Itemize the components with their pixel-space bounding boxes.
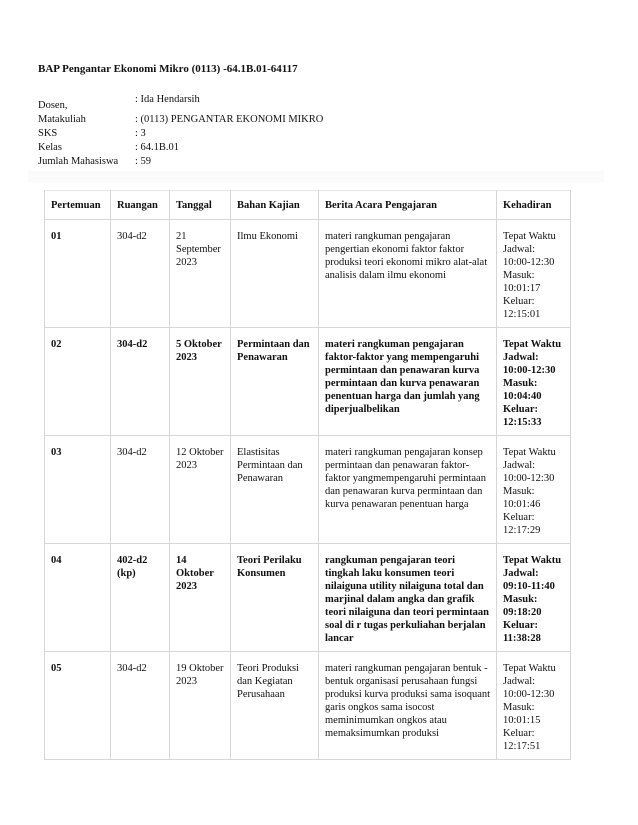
info-value: : 59 [135, 156, 152, 167]
info-value: : 3 [135, 128, 146, 139]
info-row-kelas [38, 141, 180, 155]
kehadiran-line: Tepat Waktu [503, 231, 556, 242]
cell-bahan-kajian: Teori Perilaku Konsumen [231, 544, 319, 652]
cell-tanggal: 19 Oktober 2023 [170, 652, 231, 760]
header-ruangan: Ruangan [111, 191, 170, 220]
info-label: Kelas [38, 142, 62, 153]
info-row-dosen [38, 93, 200, 113]
background-strip [28, 171, 604, 183]
kehadiran-line: 10:00-12:30 [503, 473, 555, 484]
cell-bahan-kajian: Ilmu Ekonomi [231, 220, 319, 328]
kehadiran-line: 10:04:40 [503, 391, 542, 402]
attendance-table [44, 190, 571, 760]
cell-pertemuan: 05 [45, 652, 111, 760]
cell-kehadiran [497, 652, 571, 760]
kehadiran-line: 09:18:20 [503, 607, 542, 618]
kehadiran-line: Keluar: [503, 296, 535, 307]
info-row-matakuliah [38, 113, 324, 127]
kehadiran-line: Tepat Waktu [503, 339, 562, 350]
cell-pertemuan: 02 [45, 328, 111, 436]
kehadiran-line: Masuk: [503, 486, 535, 497]
kehadiran-line: Masuk: [503, 594, 538, 605]
kehadiran-line: Keluar: [503, 728, 535, 739]
info-label: Dosen, [38, 100, 68, 111]
kehadiran-line: 10:01:15 [503, 715, 541, 726]
header-berita-acara: Berita Acara Pengajaran [319, 191, 497, 220]
kehadiran-line: 09:10-11:40 [503, 581, 555, 592]
kehadiran-line: Tepat Waktu [503, 663, 556, 674]
cell-kehadiran [497, 328, 571, 436]
kehadiran-line: 10:00-12:30 [503, 365, 556, 376]
table-row [45, 220, 571, 328]
table-row [45, 328, 571, 436]
cell-kehadiran [497, 220, 571, 328]
cell-pertemuan: 04 [45, 544, 111, 652]
table-row [45, 436, 571, 544]
cell-berita-acara: materi rangkuman pengajaran bentuk -bentuk organisasi perusahaan fungsi produksi kurva produksi sama isoquant garis ongkos sama isocost meminimumkan ongkos atau memaksimumkan produksi [319, 652, 497, 760]
kehadiran-line: Jadwal: [503, 244, 536, 255]
kehadiran-line: 11:38:28 [503, 633, 541, 644]
kehadiran-line: Tepat Waktu [503, 447, 556, 458]
kehadiran-line: Masuk: [503, 270, 535, 281]
kehadiran-line: Jadwal: [503, 352, 539, 363]
cell-ruangan: 304-d2 [111, 652, 170, 760]
cell-berita-acara: materi rangkuman pengajaran konsep permintaan dan penawaran faktor-faktor yangmempengaruhi permintaan dan penawaran kurva permintaan dan kurva penawaran penentuan harga [319, 436, 497, 544]
kehadiran-line: 12:15:33 [503, 417, 542, 428]
document-title: BAP Pengantar Ekonomi Mikro (0113) -64.1B.01-64117 [38, 63, 298, 75]
cell-bahan-kajian: Permintaan dan Penawaran [231, 328, 319, 436]
kehadiran-line: 10:00-12:30 [503, 689, 555, 700]
info-value: : 64.1B.01 [135, 142, 180, 153]
cell-pertemuan: 03 [45, 436, 111, 544]
cell-berita-acara: rangkuman pengajaran teori tingkah laku konsumen teori nilaiguna utility nilaiguna total dan marjinal dalam angka dan grafik teori nilaiguna dan teori permintaan soal di r tugas perkuliahan berjalan lancar [319, 544, 497, 652]
kehadiran-line: 12:17:51 [503, 741, 541, 752]
kehadiran-line: Masuk: [503, 702, 535, 713]
cell-pertemuan: 01 [45, 220, 111, 328]
cell-kehadiran [497, 544, 571, 652]
cell-ruangan: 402-d2 (kp) [111, 544, 170, 652]
cell-ruangan: 304-d2 [111, 220, 170, 328]
kehadiran-line: 12:15:01 [503, 309, 541, 320]
header-tanggal: Tanggal [170, 191, 231, 220]
header-pertemuan: Pertemuan [45, 191, 111, 220]
cell-bahan-kajian: Elastisitas Permintaan dan Penawaran [231, 436, 319, 544]
table-row [45, 652, 571, 760]
cell-tanggal: 12 Oktober 2023 [170, 436, 231, 544]
info-label: Matakuliah [38, 114, 86, 125]
cell-kehadiran [497, 436, 571, 544]
course-info [38, 93, 324, 169]
kehadiran-line: 10:01:17 [503, 283, 541, 294]
kehadiran-line: Keluar: [503, 620, 538, 631]
kehadiran-line: Jadwal: [503, 568, 539, 579]
kehadiran-line: 10:00-12:30 [503, 257, 555, 268]
info-value: : Ida Hendarsih [135, 94, 200, 105]
cell-ruangan: 304-d2 [111, 436, 170, 544]
kehadiran-line: Jadwal: [503, 676, 536, 687]
cell-tanggal: 5 Oktober 2023 [170, 328, 231, 436]
cell-berita-acara: materi rangkuman pengajaran faktor-faktor yang mempengaruhi permintaan dan penawaran kurva permintaan dan kurva penawaran penentuan harga dan jumlah yang diperjualbelikan [319, 328, 497, 436]
table-header-row [45, 191, 571, 220]
kehadiran-line: Keluar: [503, 512, 535, 523]
kehadiran-line: Tepat Waktu [503, 555, 562, 566]
info-row-jumlah-mahasiswa [38, 155, 152, 169]
cell-berita-acara: materi rangkuman pengajaran pengertian ekonomi faktor faktor produksi teori ekonomi mikro alat-alat analisis dalam ilmu ekonomi [319, 220, 497, 328]
kehadiran-line: Masuk: [503, 378, 538, 389]
info-label: SKS [38, 128, 58, 139]
kehadiran-line: Jadwal: [503, 460, 536, 471]
info-label: Jumlah Mahasiswa [38, 156, 119, 167]
cell-tanggal: 14 Oktober 2023 [170, 544, 231, 652]
kehadiran-line: Keluar: [503, 404, 538, 415]
header-kehadiran: Kehadiran [497, 191, 571, 220]
kehadiran-line: 12:17:29 [503, 525, 541, 536]
cell-tanggal: 21 September 2023 [170, 220, 231, 328]
cell-bahan-kajian: Teori Produksi dan Kegiatan Perusahaan [231, 652, 319, 760]
table-row [45, 544, 571, 652]
header-bahan-kajian: Bahan Kajian [231, 191, 319, 220]
cell-ruangan: 304-d2 [111, 328, 170, 436]
info-value: : (0113) PENGANTAR EKONOMI MIKRO [135, 114, 324, 125]
kehadiran-line: 10:01:46 [503, 499, 541, 510]
info-row-sks [38, 127, 146, 141]
